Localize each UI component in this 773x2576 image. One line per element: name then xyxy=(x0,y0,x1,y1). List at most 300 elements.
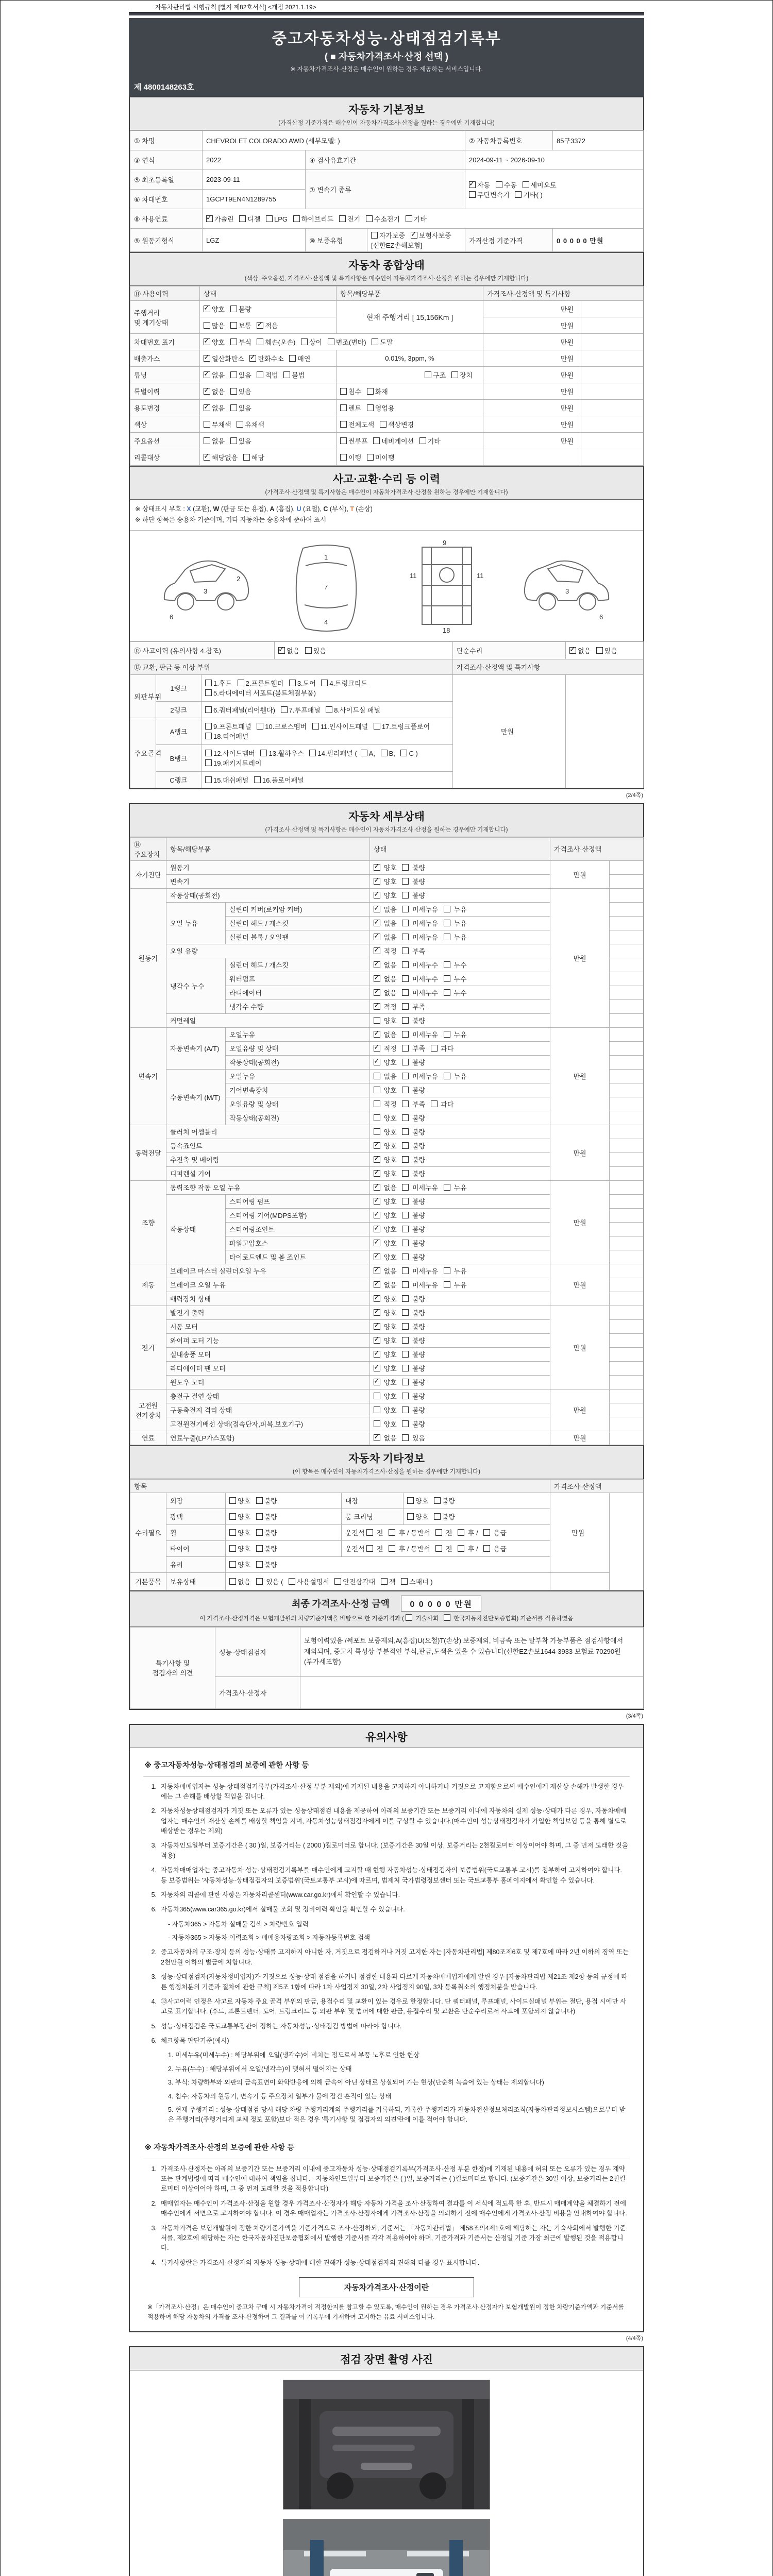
column-header: 상태 xyxy=(370,837,550,860)
checkbox-unchecked xyxy=(402,934,409,940)
checkbox-unchecked xyxy=(402,1295,409,1302)
item-label: 내장 xyxy=(342,1493,404,1509)
checkbox-unchecked xyxy=(229,1561,236,1568)
rank-items: 15.대쉬패널 16.플로어패널 xyxy=(201,771,453,788)
svg-text:18: 18 xyxy=(443,626,450,634)
checkbox-checked xyxy=(374,1170,380,1177)
checkbox-unchecked xyxy=(444,934,450,940)
notice-item xyxy=(143,2199,630,2219)
checkbox-checked xyxy=(206,215,213,222)
svg-text:11: 11 xyxy=(410,571,417,580)
checkbox-unchecked xyxy=(366,1529,373,1536)
rank-items: 1.후드 2.프론트휀더 3.도어 4.트렁크리드 5.라디에이터 서포트(볼트체결부품) xyxy=(201,674,453,701)
detail-item-label: 스티어링조인트 xyxy=(226,1222,370,1236)
notice-item xyxy=(143,1972,630,1992)
car-name-value: CHEVROLET COLORADO AWD (세부모델: ) xyxy=(203,131,465,150)
checkbox-unchecked xyxy=(367,454,374,461)
notice-item xyxy=(143,1841,630,1861)
checkbox-checked xyxy=(374,1198,380,1205)
checkbox-checked xyxy=(374,1281,380,1288)
notice-sub-item: - 자동차365 > 자동차 이력조회 > 매매용차량조회 > 자동차등록번호 검색 xyxy=(168,1934,371,1941)
price-survey-info-text: ※「가격조사·산정」은 매수인이 중고차 구매 시 자동차가격이 적정한지를 참고할 수 있도록, 매수인이 원하는 경우 가격조사·산정자가 보험개발원이 정한 차량기준가액과 기준서를 적용하여 해당 자동차의 가격을 조사·산정하여 그 결과를 이 기록부에 기재하여 고지하는 유료 서비스입니다. xyxy=(147,2303,625,2321)
main-frame-label: 주요골격 xyxy=(130,718,156,788)
field-label: 가격산정 기준가격 xyxy=(465,229,553,252)
row-label: 색상 xyxy=(130,416,200,433)
price-cell xyxy=(550,1572,610,1590)
checkbox-unchecked xyxy=(419,437,426,444)
remark-cell xyxy=(610,1306,644,1319)
notice-item xyxy=(143,2022,630,2031)
checkbox-checked xyxy=(374,1337,380,1344)
remark-cell xyxy=(610,1069,644,1083)
checkbox-unchecked xyxy=(444,989,450,996)
checkbox-unchecked xyxy=(230,404,237,411)
checkbox-checked xyxy=(374,1365,380,1371)
detail-header xyxy=(130,804,643,837)
svg-text:9: 9 xyxy=(443,538,447,547)
checkbox-checked xyxy=(374,1253,380,1260)
row-label: 튜닝 xyxy=(130,367,200,383)
svg-text:3: 3 xyxy=(565,587,569,595)
basic-items-label: 기본품목 xyxy=(130,1572,166,1590)
column-header: 항목 xyxy=(130,1479,550,1493)
notice-item-text: 중고자동차의 구조·장치 등의 성능·상태를 고지하지 아니한 자, 거짓으로 점검하거나 거짓 고지한 자는 [자동차관리법] 제80조제6호 및 제7호에 따라 2년 이하의 징역 또는 2천만원 이하의 벌금에 처합니다. xyxy=(161,1948,629,1966)
notice-title: 유의사항 xyxy=(365,1731,408,1743)
legend-mark-T: T xyxy=(350,505,354,513)
sub-group-label: 자동변속기 (A/T) xyxy=(166,1027,226,1069)
rank-items: 6.쿼터패널(리어휀다) 7.루프패널 8.사이드실 패널 xyxy=(201,701,453,718)
checkbox-checked xyxy=(374,1295,380,1302)
document-header xyxy=(129,12,644,96)
detail-status-cell: 양호 불량 xyxy=(370,1417,550,1431)
checkbox-unchecked xyxy=(425,371,431,378)
checkbox-checked xyxy=(204,355,210,362)
checkbox-unchecked xyxy=(256,1529,263,1536)
checkbox-unchecked xyxy=(402,1142,409,1149)
item-label: 외장 xyxy=(166,1493,226,1509)
status-cell: 없음 있음 ( 사용설명서 안전삼각대 잭 스패너 ) xyxy=(226,1572,550,1590)
accident-history-label: ⑫ 사고이력 (유의사항 4.참조) xyxy=(130,641,275,659)
notice-item-text: 체크항목 판단기준(예시) xyxy=(161,2037,229,2044)
checkbox-checked xyxy=(374,989,380,996)
column-header: ⑭ 주요장치 xyxy=(130,837,166,860)
checkbox-unchecked xyxy=(238,680,244,686)
checkbox-unchecked xyxy=(257,723,263,730)
outer-panel-label: 외판부위 xyxy=(130,674,156,718)
checkbox-unchecked xyxy=(402,1281,409,1288)
basic-info-subtitle: (가격산정 기준가격은 매수인이 자동차가격조사·산정을 원하는 경우에만 기재합니다) xyxy=(278,120,495,126)
checkbox-unchecked xyxy=(281,706,288,713)
rank-label: A랭크 xyxy=(156,718,201,744)
field-label: ⑦ 변속기 종류 xyxy=(306,170,465,209)
detail-item-label: 구동축전지 격리 상태 xyxy=(166,1403,370,1417)
checkbox-checked xyxy=(374,1323,380,1330)
notice-item-number: 1. xyxy=(151,2165,157,2173)
detail-status-cell: ✓ 양호 불량 xyxy=(370,1306,550,1319)
detail-subtitle: (가격조사·산정액 및 특기사항은 매수인이 자동차가격조사·산정을 원하는 경우에만 기재합니다) xyxy=(265,826,508,833)
price-cell: 만원 xyxy=(483,350,581,367)
field-label: ⑥ 차대번호 xyxy=(130,190,203,209)
checkbox-unchecked xyxy=(402,961,409,968)
field-label: ② 자동차등록번호 xyxy=(465,131,553,150)
item-label: 타이어 xyxy=(166,1540,226,1556)
checkbox-unchecked xyxy=(237,421,243,428)
checkbox-unchecked xyxy=(371,232,378,239)
remark-cell xyxy=(610,902,644,916)
price-cell: 만원 xyxy=(483,367,581,383)
svg-text:6: 6 xyxy=(170,613,174,621)
checkbox-unchecked xyxy=(402,1267,409,1274)
page-number: (4/4쪽) xyxy=(626,2335,643,2342)
checkbox-unchecked xyxy=(402,920,409,926)
detail-item-label: 등속죠인트 xyxy=(166,1139,370,1153)
remark-cell xyxy=(610,972,644,986)
detail-item-label: 작동상태(공회전) xyxy=(226,1055,370,1069)
column-header: 가격조사·산정액 및 특기사항 xyxy=(483,286,644,301)
notice-list-a xyxy=(143,1782,630,1943)
checkbox-unchecked xyxy=(230,306,237,312)
price-cell: 만원 xyxy=(550,1125,610,1180)
notice-item-text: 가격조사·산정자는 아래의 보증기간 또는 보증거리 이내에 중고자동차 성능·상태점검기록부(가격조사·산정 부분 한정)에 기재된 내용에 허위 또는 오류가 있는 경우 계약 또는 관계법령에 따라 매수인에 대하여 책임을 집니다. · 자동차인도일부터 보증기간은 ( )일, 보증거리는 ( )킬로미터로 합니다. (보증기간은 30일 이상, 보증거리는 2천킬로미터 이상이어야 하며, 그 중 먼저 도래한 것을 적용합니다) xyxy=(161,2165,626,2193)
detail-status-cell: ✓ 양호 불량 xyxy=(370,1139,550,1153)
remark-cell xyxy=(610,1250,644,1264)
checkbox-unchecked xyxy=(444,1281,450,1288)
checkbox-unchecked xyxy=(205,689,212,696)
detail-item-label: 실내송풍 모터 xyxy=(166,1347,370,1361)
checkbox-checked xyxy=(374,1434,380,1441)
checkbox-unchecked xyxy=(289,680,296,686)
price-cell: 만원 xyxy=(483,416,581,433)
remark-cell xyxy=(610,1347,644,1361)
appraiser-label: 가격조사·산정자 xyxy=(215,1676,300,1708)
remark-cell xyxy=(581,400,644,416)
status-cell: 양호 불량 xyxy=(226,1556,550,1572)
notice-item-text: 자동차성능상태점검자가 거짓 또는 오류가 있는 성능상태점검 내용을 제공하여 아래의 보증기간 또는 보증거리 이내에 자동차의 실제 성능·상태가 다른 경우, 자동차매매업자는 매수인의 재산상 손해를 배상할 책임을 지며, 자동차성능상태점검자에게 이를 구상할 수 있습니다.(매수인이 성능상태점검자가 가입한 책임보험 등을 통해 별도로 배상받는 경우는 제외) xyxy=(161,1807,627,1835)
remark-cell xyxy=(610,1041,644,1055)
status-cell: ✓양호 불량 xyxy=(200,301,337,317)
overall-title: 자동차 종합상태 xyxy=(348,260,425,272)
etc-subtitle: (이 항목은 매수인이 자동차가격조사·산정을 원하는 경우에만 기재합니다) xyxy=(293,1468,480,1475)
status-cell: 무채색 유채색 xyxy=(200,416,337,433)
remark-cell xyxy=(610,1055,644,1069)
status-cell: ✓ 없음 있음 적법 불법 xyxy=(200,367,337,383)
price-cell: 만원 xyxy=(550,860,610,888)
remark-cell xyxy=(581,449,644,466)
checkbox-unchecked xyxy=(402,1156,409,1163)
notice-item-text: 매매업자는 매수인이 가격조사·산정을 원할 경우 가격조사·산정자가 해당 자동차 가격을 조사·산정하여 결과를 이 서식에 적도록 한 후, 반드시 매매계약을 체결하기 전에 매수인에게 서면으로 고지하여야 합니다. 이 경우 매매업자는 가격조사·산정자에게 가격조사·산정을 의뢰하기 전에 매수인에게 가격조사·산정 비용을 안내하여야 합니다. xyxy=(161,2199,627,2217)
status-cell: 이행 미이행 xyxy=(337,449,483,466)
remark-cell xyxy=(610,1180,644,1194)
checkbox-unchecked xyxy=(444,1267,450,1274)
checkbox-unchecked xyxy=(444,975,450,982)
basic-info-header xyxy=(130,97,643,130)
status-cell: 양호 불량 xyxy=(404,1509,550,1524)
status-cell: 구조 장치 xyxy=(337,367,483,383)
device-group-label: 고전원 전기장치 xyxy=(130,1389,166,1431)
accident-legend xyxy=(130,500,643,531)
detail-item-label: 워터펌프 xyxy=(226,972,370,986)
checkbox-unchecked xyxy=(523,181,529,188)
detail-item-label: 윈도우 모터 xyxy=(166,1375,370,1389)
checkbox-unchecked xyxy=(496,181,502,188)
checkbox-checked xyxy=(257,322,263,329)
notice-section-a-title: ※ 중고자동차성능·상태점검의 보증에 관한 사항 등 xyxy=(143,1753,630,1777)
checkbox-unchecked xyxy=(205,680,212,686)
checkbox-checked xyxy=(374,975,380,982)
svg-text:6: 6 xyxy=(599,613,603,621)
checkbox-checked xyxy=(374,934,380,940)
remark-cell xyxy=(610,1375,644,1389)
remark-cell xyxy=(610,1236,644,1250)
detail-status-cell: ✓ 양호 불량 xyxy=(370,874,550,888)
remark-cell xyxy=(610,888,644,902)
device-group-label: 제동 xyxy=(130,1264,166,1306)
checkbox-unchecked xyxy=(402,1226,409,1232)
checkbox-unchecked xyxy=(444,961,450,968)
field-label: ① 차명 xyxy=(130,131,203,150)
remark-cell xyxy=(610,1389,644,1403)
checkbox-checked xyxy=(374,1226,380,1232)
remark-cell xyxy=(610,1139,644,1153)
car-diagrams xyxy=(130,531,643,641)
checkbox-checked xyxy=(374,1045,380,1052)
detail-item-label: 오일유량 및 상태 xyxy=(226,1097,370,1111)
price-cell: 만원 xyxy=(550,888,610,1027)
detail-status-cell: 양호 불량 xyxy=(370,1013,550,1027)
checkbox-checked xyxy=(374,947,380,954)
detail-status-cell: ✓ 양호 불량 xyxy=(370,1208,550,1222)
detail-status-cell: ✓ 적정 부족 xyxy=(370,944,550,958)
checkbox-checked xyxy=(374,1351,380,1358)
field-label: ④ 검사유효기간 xyxy=(306,150,465,170)
detail-status-cell: 양호 불량 xyxy=(370,1389,550,1403)
photos-header xyxy=(130,2347,643,2370)
remark-cell xyxy=(610,1431,644,1445)
remark-cell xyxy=(566,674,644,788)
checkbox-unchecked xyxy=(266,215,273,222)
checkbox-unchecked xyxy=(483,1529,490,1536)
detail-item-label: 실린더 헤드 / 개스킷 xyxy=(226,916,370,930)
field-label: ③ 연식 xyxy=(130,150,203,170)
status-cell: ✓ 없음 있음 xyxy=(200,383,337,400)
checkbox-unchecked xyxy=(444,1614,450,1621)
remark-cell xyxy=(610,944,644,958)
checkbox-unchecked xyxy=(434,1513,441,1520)
checkbox-unchecked xyxy=(402,1073,409,1079)
checkbox-unchecked xyxy=(402,1128,409,1135)
checkbox-unchecked xyxy=(257,338,263,345)
legend-mark-U: U xyxy=(296,505,301,513)
remark-cell xyxy=(610,986,644,999)
notice-sub-item: 3. 부식: 차량하부와 외판의 금속표면이 화학반응에 의해 금속이 아닌 상태로 상실되어 가는 현상(단순히 녹슬어 있는 상태는 제외합니다) xyxy=(168,2079,544,2087)
remark-cell xyxy=(610,930,644,944)
notice-body xyxy=(130,1748,643,2332)
checkbox-unchecked xyxy=(205,750,212,756)
checkbox-unchecked xyxy=(361,750,367,756)
checkbox-unchecked xyxy=(402,1309,409,1316)
checkbox-unchecked xyxy=(401,1578,408,1585)
notice-item-text: 자동차의 리콜에 관한 사항은 자동차리콜센터(www.car.go.kr)에서 확인할 수 있습니다. xyxy=(161,1891,400,1899)
svg-text:11: 11 xyxy=(477,571,484,580)
legend-note: ※ 하단 항목은 승용차 기준이며, 기타 자동차는 승용차에 준하여 표시 xyxy=(135,516,327,524)
checkbox-checked xyxy=(374,906,380,912)
notice-item-number: 4. xyxy=(151,1997,157,2005)
checkbox-unchecked xyxy=(402,989,409,996)
checkbox-unchecked xyxy=(230,437,237,444)
device-group-label: 연료 xyxy=(130,1431,166,1445)
etc-header xyxy=(130,1445,643,1479)
checkbox-unchecked xyxy=(239,215,246,222)
checkbox-checked xyxy=(374,1156,380,1163)
field-label: ⑩ 보증유형 xyxy=(306,229,367,252)
price-cell: 만원 xyxy=(483,433,581,449)
checkbox-unchecked xyxy=(435,1529,442,1536)
checkbox-unchecked xyxy=(381,1578,388,1585)
detail-item-label: 오일유량 및 상태 xyxy=(226,1041,370,1055)
svg-text:1: 1 xyxy=(324,553,328,561)
checkbox-unchecked xyxy=(515,191,522,198)
item-label: 보유상태 xyxy=(166,1572,226,1590)
checkbox-unchecked xyxy=(256,1497,263,1504)
document-note: ※ 자동차가격조사·산정은 매수인이 원하는 경우 제공하는 서비스입니다. xyxy=(290,65,483,73)
checkbox-unchecked xyxy=(340,388,347,395)
section-notice xyxy=(129,1724,644,2333)
svg-text:3: 3 xyxy=(204,587,208,595)
detail-item-label: 추진축 및 베어링 xyxy=(166,1153,370,1166)
checkbox-checked xyxy=(374,864,380,871)
checkbox-unchecked xyxy=(407,1497,414,1504)
checkbox-unchecked xyxy=(204,437,210,444)
checkbox-checked xyxy=(374,1003,380,1010)
detail-status-cell: ✓ 없음 미세누유 누유 xyxy=(370,930,550,944)
remark-cell xyxy=(610,1153,644,1166)
car-frame-diagram xyxy=(395,538,498,636)
appraiser-opinion-text xyxy=(300,1676,644,1708)
overall-table xyxy=(130,286,644,466)
detail-item-label: 스티어링 펌프 xyxy=(226,1194,370,1208)
remark-cell xyxy=(610,999,644,1013)
checkbox-checked xyxy=(204,404,210,411)
price-survey-info-box: 자동차가격조사·산정이란 xyxy=(299,2277,474,2297)
detail-item-label: 배력장치 상태 xyxy=(166,1292,370,1306)
notice-sub-item: 2. 누유(누수) : 해당부위에서 오일(냉각수)이 맺혀서 떨어지는 상태 xyxy=(168,2065,352,2073)
checkbox-unchecked xyxy=(402,1003,409,1010)
row-label: 용도변경 xyxy=(130,400,200,416)
checkbox-unchecked xyxy=(326,706,332,713)
checkbox-unchecked xyxy=(402,947,409,954)
remark-cell xyxy=(610,1222,644,1236)
remark-cell xyxy=(610,1083,644,1097)
etc-table xyxy=(130,1479,644,1590)
checkbox-unchecked xyxy=(256,1561,263,1568)
checkbox-unchecked xyxy=(257,371,263,378)
detail-item-label: 원동기 xyxy=(166,860,370,874)
row-label: 차대번호 표기 xyxy=(130,334,200,350)
accident-history-table xyxy=(130,641,644,788)
final-price-amount: 0 0 0 0 0 만원 xyxy=(401,1596,481,1612)
remark-cell xyxy=(610,1013,644,1027)
inspector-label: 성능·상태점검자 xyxy=(215,1627,300,1676)
sub-group-label: 수동변속기 (M/T) xyxy=(166,1069,226,1125)
checkbox-unchecked xyxy=(402,1337,409,1344)
field-label: ⑤ 최초등록일 xyxy=(130,170,203,190)
checkbox-checked xyxy=(374,1184,380,1191)
detail-item-label: 라디에이터 팬 모터 xyxy=(166,1361,370,1375)
basic-info-title: 자동차 기본정보 xyxy=(348,104,425,116)
legend-prefix: ※ 상태표시 부호 : xyxy=(135,505,187,513)
detail-status-cell: ✓ 없음 미세누유 누유 xyxy=(370,916,550,930)
detail-item-label: 연료누출(LP가스포함) xyxy=(166,1431,370,1445)
checkbox-unchecked xyxy=(328,338,334,345)
sub-group-label: 오일 누유 xyxy=(166,902,226,944)
rank-label: B랭크 xyxy=(156,744,201,771)
notice-item-number: 3. xyxy=(151,1973,157,1981)
field-label: ⑧ 사용연료 xyxy=(130,209,203,229)
fuel-checkboxes: ✓ 가솔린 디젤 LPG 하이브리드 전기 수소전기 기타 xyxy=(203,209,644,229)
checkbox-unchecked xyxy=(374,1420,380,1427)
checkbox-unchecked xyxy=(230,338,237,345)
car-top-diagram xyxy=(275,538,378,636)
notice-item-text: 성능·상태점검은 국토교통부장관이 정하는 자동차성능·상태점검 방법에 따라야 합니다. xyxy=(161,2022,402,2030)
inspection-photo-lift xyxy=(283,2519,490,2576)
legend-mark-W: W xyxy=(213,505,220,513)
device-group-label: 변속기 xyxy=(130,1027,166,1125)
detail-status-cell: ✓ 양호 불량 xyxy=(370,1333,550,1347)
checkbox-unchecked xyxy=(402,864,409,871)
detail-status-cell: ✓ 양호 불량 xyxy=(370,888,550,902)
status-cell: 썬루프 네비게이션 기타 xyxy=(337,433,483,449)
detail-status-cell: ✓ 양호 불량 xyxy=(370,1319,550,1333)
checkbox-checked xyxy=(204,306,210,312)
remark-cell xyxy=(610,1403,644,1417)
accident-title: 사고·교환·수리 등 이력 xyxy=(332,473,441,485)
registration-number-value: 85구3372 xyxy=(553,131,644,150)
checkbox-unchecked xyxy=(229,1545,236,1552)
notice-item-text: 자동차인도일부터 보증기간은 ( 30 )일, 보증거리는 ( 2000 )킬로미터로 합니다. (보증기간은 30일 이상, 보증거리는 2천킬로미터 이상이어야 하며, 그 중 먼저 도래한 것을 적용) xyxy=(161,1842,628,1859)
checkbox-unchecked xyxy=(402,1212,409,1218)
detail-item-label: 동력조향 작동 오일 누유 xyxy=(166,1180,370,1194)
checkbox-unchecked xyxy=(373,437,380,444)
checkbox-checked xyxy=(204,371,210,378)
notice-section-c-title: ※ 자동차가격조사·산정의 보증에 관한 사항 등 xyxy=(143,2136,630,2159)
checkbox-unchecked xyxy=(256,1578,263,1585)
checkbox-unchecked xyxy=(340,454,347,461)
checkbox-unchecked xyxy=(256,1545,263,1552)
checkbox-unchecked xyxy=(204,421,210,428)
checkbox-checked xyxy=(278,647,285,654)
etc-title: 자동차 기타정보 xyxy=(348,1452,425,1465)
remark-cell xyxy=(610,1278,644,1292)
checkbox-unchecked xyxy=(444,1184,450,1191)
price-cell: 만원 xyxy=(483,400,581,416)
detail-item-label: 냉각수 수량 xyxy=(226,999,370,1013)
document-number: 제 4800148263호 xyxy=(134,83,194,92)
status-cell: 전체도색 색상변경 xyxy=(337,416,483,433)
checkbox-checked xyxy=(374,1379,380,1385)
checkbox-unchecked xyxy=(402,1434,409,1441)
checkbox-checked xyxy=(204,388,210,395)
notice-item-number: 6. xyxy=(151,2037,157,2044)
column-header: 가격조사·산정액 xyxy=(550,1479,644,1493)
status-cell: ✓ 없음 있음 xyxy=(200,400,337,416)
detail-status-cell: 없음 미세누유 누유 xyxy=(370,1069,550,1083)
checkbox-unchecked xyxy=(444,920,450,926)
detail-status-cell: ✓ 양호 불량 xyxy=(370,1055,550,1069)
final-price-band xyxy=(130,1590,643,1627)
checkbox-unchecked xyxy=(402,1100,409,1107)
checkbox-unchecked xyxy=(289,355,296,362)
rank-label: 1랭크 xyxy=(156,674,201,701)
